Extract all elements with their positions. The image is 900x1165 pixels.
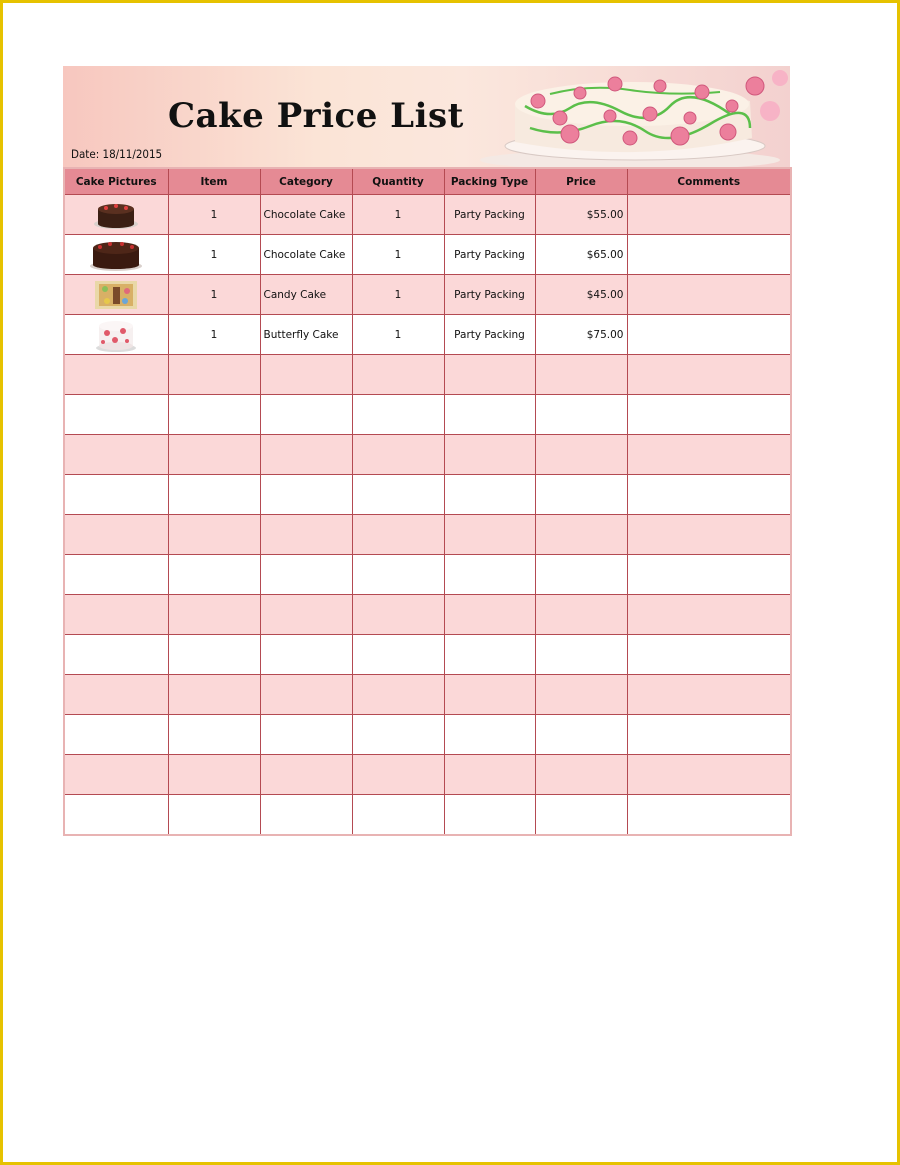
empty-cell[interactable] [627, 595, 791, 635]
empty-cell[interactable] [535, 635, 627, 675]
empty-cell[interactable] [260, 795, 352, 836]
butterfly-cake-thumbnail [93, 317, 139, 353]
empty-cell[interactable] [627, 515, 791, 555]
empty-cell[interactable] [64, 555, 168, 595]
column-header-category: Category [260, 168, 352, 195]
quantity-cell[interactable]: 1 [352, 315, 444, 355]
empty-table-row[interactable] [64, 555, 791, 595]
empty-cell[interactable] [168, 795, 260, 836]
empty-cell[interactable] [168, 435, 260, 475]
empty-cell[interactable] [352, 395, 444, 435]
empty-cell[interactable] [444, 475, 535, 515]
empty-cell[interactable] [352, 675, 444, 715]
empty-cell[interactable] [627, 435, 791, 475]
empty-cell[interactable] [444, 755, 535, 795]
empty-cell[interactable] [64, 395, 168, 435]
table-row[interactable] [64, 275, 791, 315]
packing-type-cell[interactable]: Party Packing [444, 315, 535, 355]
empty-cell[interactable] [168, 635, 260, 675]
empty-table-row[interactable] [64, 755, 791, 795]
empty-cell[interactable] [535, 475, 627, 515]
empty-cell[interactable] [535, 675, 627, 715]
category-cell[interactable]: Candy Cake [260, 275, 352, 315]
price-cell[interactable]: $55.00 [535, 195, 627, 235]
column-header-price: Price [535, 168, 627, 195]
empty-table-row[interactable] [64, 675, 791, 715]
empty-cell[interactable] [168, 475, 260, 515]
empty-table-row[interactable] [64, 435, 791, 475]
empty-cell[interactable] [260, 395, 352, 435]
cake-picture-cell[interactable] [64, 235, 168, 275]
quantity-cell[interactable]: 1 [352, 275, 444, 315]
empty-cell[interactable] [352, 435, 444, 475]
empty-cell[interactable] [64, 435, 168, 475]
empty-cell[interactable] [64, 675, 168, 715]
empty-cell[interactable] [64, 355, 168, 395]
empty-cell[interactable] [260, 715, 352, 755]
empty-cell[interactable] [627, 555, 791, 595]
empty-cell[interactable] [627, 395, 791, 435]
empty-cell[interactable] [64, 755, 168, 795]
empty-cell[interactable] [64, 515, 168, 555]
empty-table-row[interactable] [64, 595, 791, 635]
quantity-cell[interactable]: 1 [352, 235, 444, 275]
empty-cell[interactable] [627, 795, 791, 836]
empty-table-row[interactable] [64, 475, 791, 515]
empty-cell[interactable] [64, 795, 168, 836]
price-cell[interactable]: $75.00 [535, 315, 627, 355]
empty-cell[interactable] [535, 555, 627, 595]
cake-picture-cell[interactable] [64, 195, 168, 235]
column-header-packing-type: Packing Type [444, 168, 535, 195]
title-banner [63, 66, 790, 167]
empty-table-row[interactable] [64, 395, 791, 435]
empty-table-row[interactable] [64, 515, 791, 555]
page-title: Cake Price List [168, 96, 464, 136]
empty-cell[interactable] [352, 795, 444, 836]
empty-cell[interactable] [352, 595, 444, 635]
comments-cell[interactable] [627, 275, 791, 315]
price-cell[interactable]: $65.00 [535, 235, 627, 275]
empty-cell[interactable] [444, 435, 535, 475]
empty-cell[interactable] [352, 715, 444, 755]
empty-table-row[interactable] [64, 635, 791, 675]
empty-cell[interactable] [535, 355, 627, 395]
empty-cell[interactable] [535, 515, 627, 555]
empty-cell[interactable] [444, 555, 535, 595]
empty-cell[interactable] [168, 755, 260, 795]
column-header-item: Item [168, 168, 260, 195]
empty-cell[interactable] [627, 355, 791, 395]
empty-cell[interactable] [535, 715, 627, 755]
empty-cell[interactable] [627, 635, 791, 675]
price-table [63, 167, 792, 836]
empty-cell[interactable] [168, 595, 260, 635]
price-cell[interactable]: $45.00 [535, 275, 627, 315]
empty-cell[interactable] [168, 675, 260, 715]
item-cell[interactable]: 1 [168, 275, 260, 315]
price-list-sheet [63, 66, 790, 836]
empty-cell[interactable] [168, 555, 260, 595]
empty-cell[interactable] [444, 355, 535, 395]
empty-cell[interactable] [444, 715, 535, 755]
empty-cell[interactable] [444, 795, 535, 836]
table-row[interactable] [64, 195, 791, 235]
category-cell[interactable]: Chocolate Cake [260, 195, 352, 235]
item-cell[interactable]: 1 [168, 195, 260, 235]
date-label: Date: [71, 147, 100, 161]
empty-cell[interactable] [535, 755, 627, 795]
empty-rows-group [64, 355, 791, 836]
empty-cell[interactable] [168, 515, 260, 555]
empty-cell[interactable] [444, 515, 535, 555]
empty-cell[interactable] [535, 435, 627, 475]
cake-picture-cell[interactable] [64, 275, 168, 315]
empty-cell[interactable] [260, 355, 352, 395]
packing-type-cell[interactable]: Party Packing [444, 235, 535, 275]
empty-cell[interactable] [444, 595, 535, 635]
column-header-comments: Comments [627, 168, 791, 195]
table-row[interactable] [64, 315, 791, 355]
column-header-quantity: Quantity [352, 168, 444, 195]
packing-type-cell[interactable]: Party Packing [444, 275, 535, 315]
chocolate-cake-thumbnail [92, 200, 140, 230]
empty-cell[interactable] [64, 475, 168, 515]
category-cell[interactable]: Chocolate Cake [260, 235, 352, 275]
empty-cell[interactable] [260, 635, 352, 675]
empty-cell[interactable] [352, 555, 444, 595]
empty-cell[interactable] [260, 515, 352, 555]
empty-cell[interactable] [535, 395, 627, 435]
empty-cell[interactable] [352, 635, 444, 675]
packing-type-cell[interactable]: Party Packing [444, 195, 535, 235]
empty-cell[interactable] [64, 715, 168, 755]
table-row[interactable] [64, 235, 791, 275]
empty-cell[interactable] [627, 755, 791, 795]
empty-cell[interactable] [260, 435, 352, 475]
item-cell[interactable]: 1 [168, 315, 260, 355]
table-header-row [64, 168, 791, 195]
empty-cell[interactable] [444, 675, 535, 715]
empty-table-row[interactable] [64, 715, 791, 755]
empty-cell[interactable] [260, 755, 352, 795]
empty-cell[interactable] [535, 595, 627, 635]
chocolate-cake-thumbnail [88, 239, 144, 271]
empty-cell[interactable] [260, 475, 352, 515]
rose-cake-illustration [470, 66, 790, 167]
empty-cell[interactable] [627, 715, 791, 755]
empty-cell[interactable] [352, 355, 444, 395]
date-value: 18/11/2015 [102, 147, 163, 161]
empty-cell[interactable] [260, 555, 352, 595]
cake-picture-cell[interactable] [64, 315, 168, 355]
empty-cell[interactable] [64, 595, 168, 635]
empty-cell[interactable] [64, 635, 168, 675]
empty-cell[interactable] [352, 755, 444, 795]
empty-cell[interactable] [627, 475, 791, 515]
empty-cell[interactable] [168, 395, 260, 435]
empty-cell[interactable] [352, 515, 444, 555]
date-line [71, 147, 162, 161]
empty-cell[interactable] [260, 595, 352, 635]
candy-cake-thumbnail [93, 279, 139, 311]
empty-cell[interactable] [444, 635, 535, 675]
comments-cell[interactable] [627, 235, 791, 275]
category-cell[interactable]: Butterfly Cake [260, 315, 352, 355]
empty-table-row[interactable] [64, 355, 791, 395]
item-cell[interactable]: 1 [168, 235, 260, 275]
empty-cell[interactable] [168, 715, 260, 755]
empty-cell[interactable] [168, 355, 260, 395]
empty-cell[interactable] [260, 675, 352, 715]
quantity-cell[interactable]: 1 [352, 195, 444, 235]
empty-cell[interactable] [627, 675, 791, 715]
empty-table-row[interactable] [64, 795, 791, 836]
comments-cell[interactable] [627, 315, 791, 355]
empty-cell[interactable] [535, 795, 627, 836]
comments-cell[interactable] [627, 195, 791, 235]
column-header-cake-pictures: Cake Pictures [64, 168, 168, 195]
empty-cell[interactable] [352, 475, 444, 515]
empty-cell[interactable] [444, 395, 535, 435]
